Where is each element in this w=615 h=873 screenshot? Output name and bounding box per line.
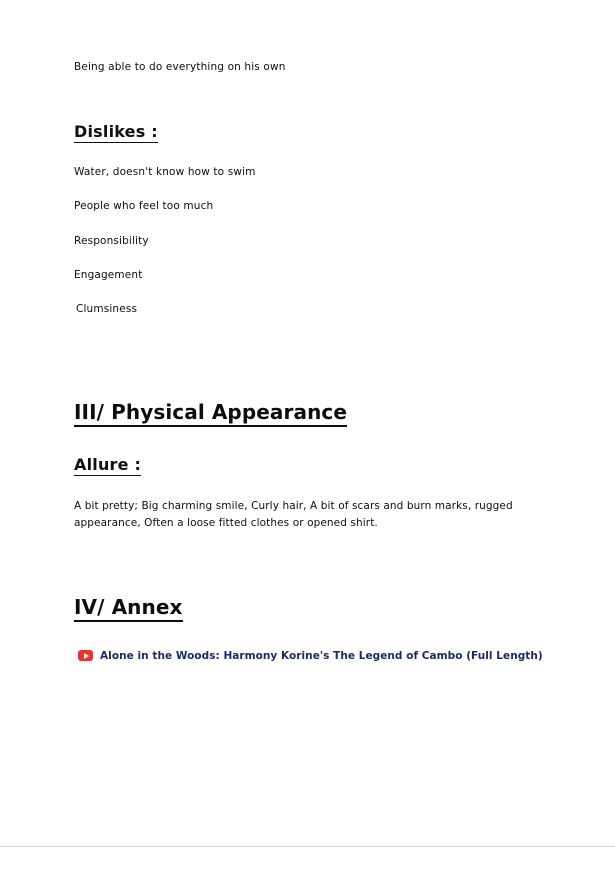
dislikes-heading-wrapper: [74, 122, 544, 165]
page-footer-divider: [0, 846, 615, 847]
spacer: [74, 427, 544, 455]
spacer: [74, 622, 544, 650]
dislikes-heading: Dislikes :: [74, 122, 158, 142]
list-item: Clumsiness: [76, 303, 138, 316]
annex-video-link[interactable]: [78, 650, 544, 662]
youtube-icon: [78, 650, 93, 661]
allure-heading-wrapper: [74, 455, 544, 498]
list-item: Responsibility: [74, 234, 149, 247]
list-item: People who feel too much: [74, 200, 214, 213]
allure-heading: Allure :: [74, 455, 142, 475]
annex-video-title[interactable]: Alone in the Woods: Harmony Korine's The Legend of Cambo (Full Length): [100, 649, 543, 662]
document-content: [74, 60, 544, 662]
annex-heading-wrapper: [74, 595, 544, 622]
list-item: Water, doesn't know how to swim: [74, 166, 256, 179]
list-item: Engagement: [74, 268, 143, 281]
allure-body: A bit pretty; Big charming smile, Curly hair, A bit of scars and burn marks, rugged appearance, Often a loose fitted clothes or opened shirt.: [74, 500, 513, 529]
physical-appearance-heading: III/ Physical Appearance: [74, 400, 347, 427]
spacer: [74, 336, 544, 400]
physical-appearance-heading-wrapper: [74, 400, 544, 427]
intro-paragraph: Being able to do everything on his own: [74, 61, 286, 73]
spacer: [74, 94, 544, 122]
spacer: [74, 531, 544, 595]
annex-heading: IV/ Annex: [74, 595, 183, 622]
